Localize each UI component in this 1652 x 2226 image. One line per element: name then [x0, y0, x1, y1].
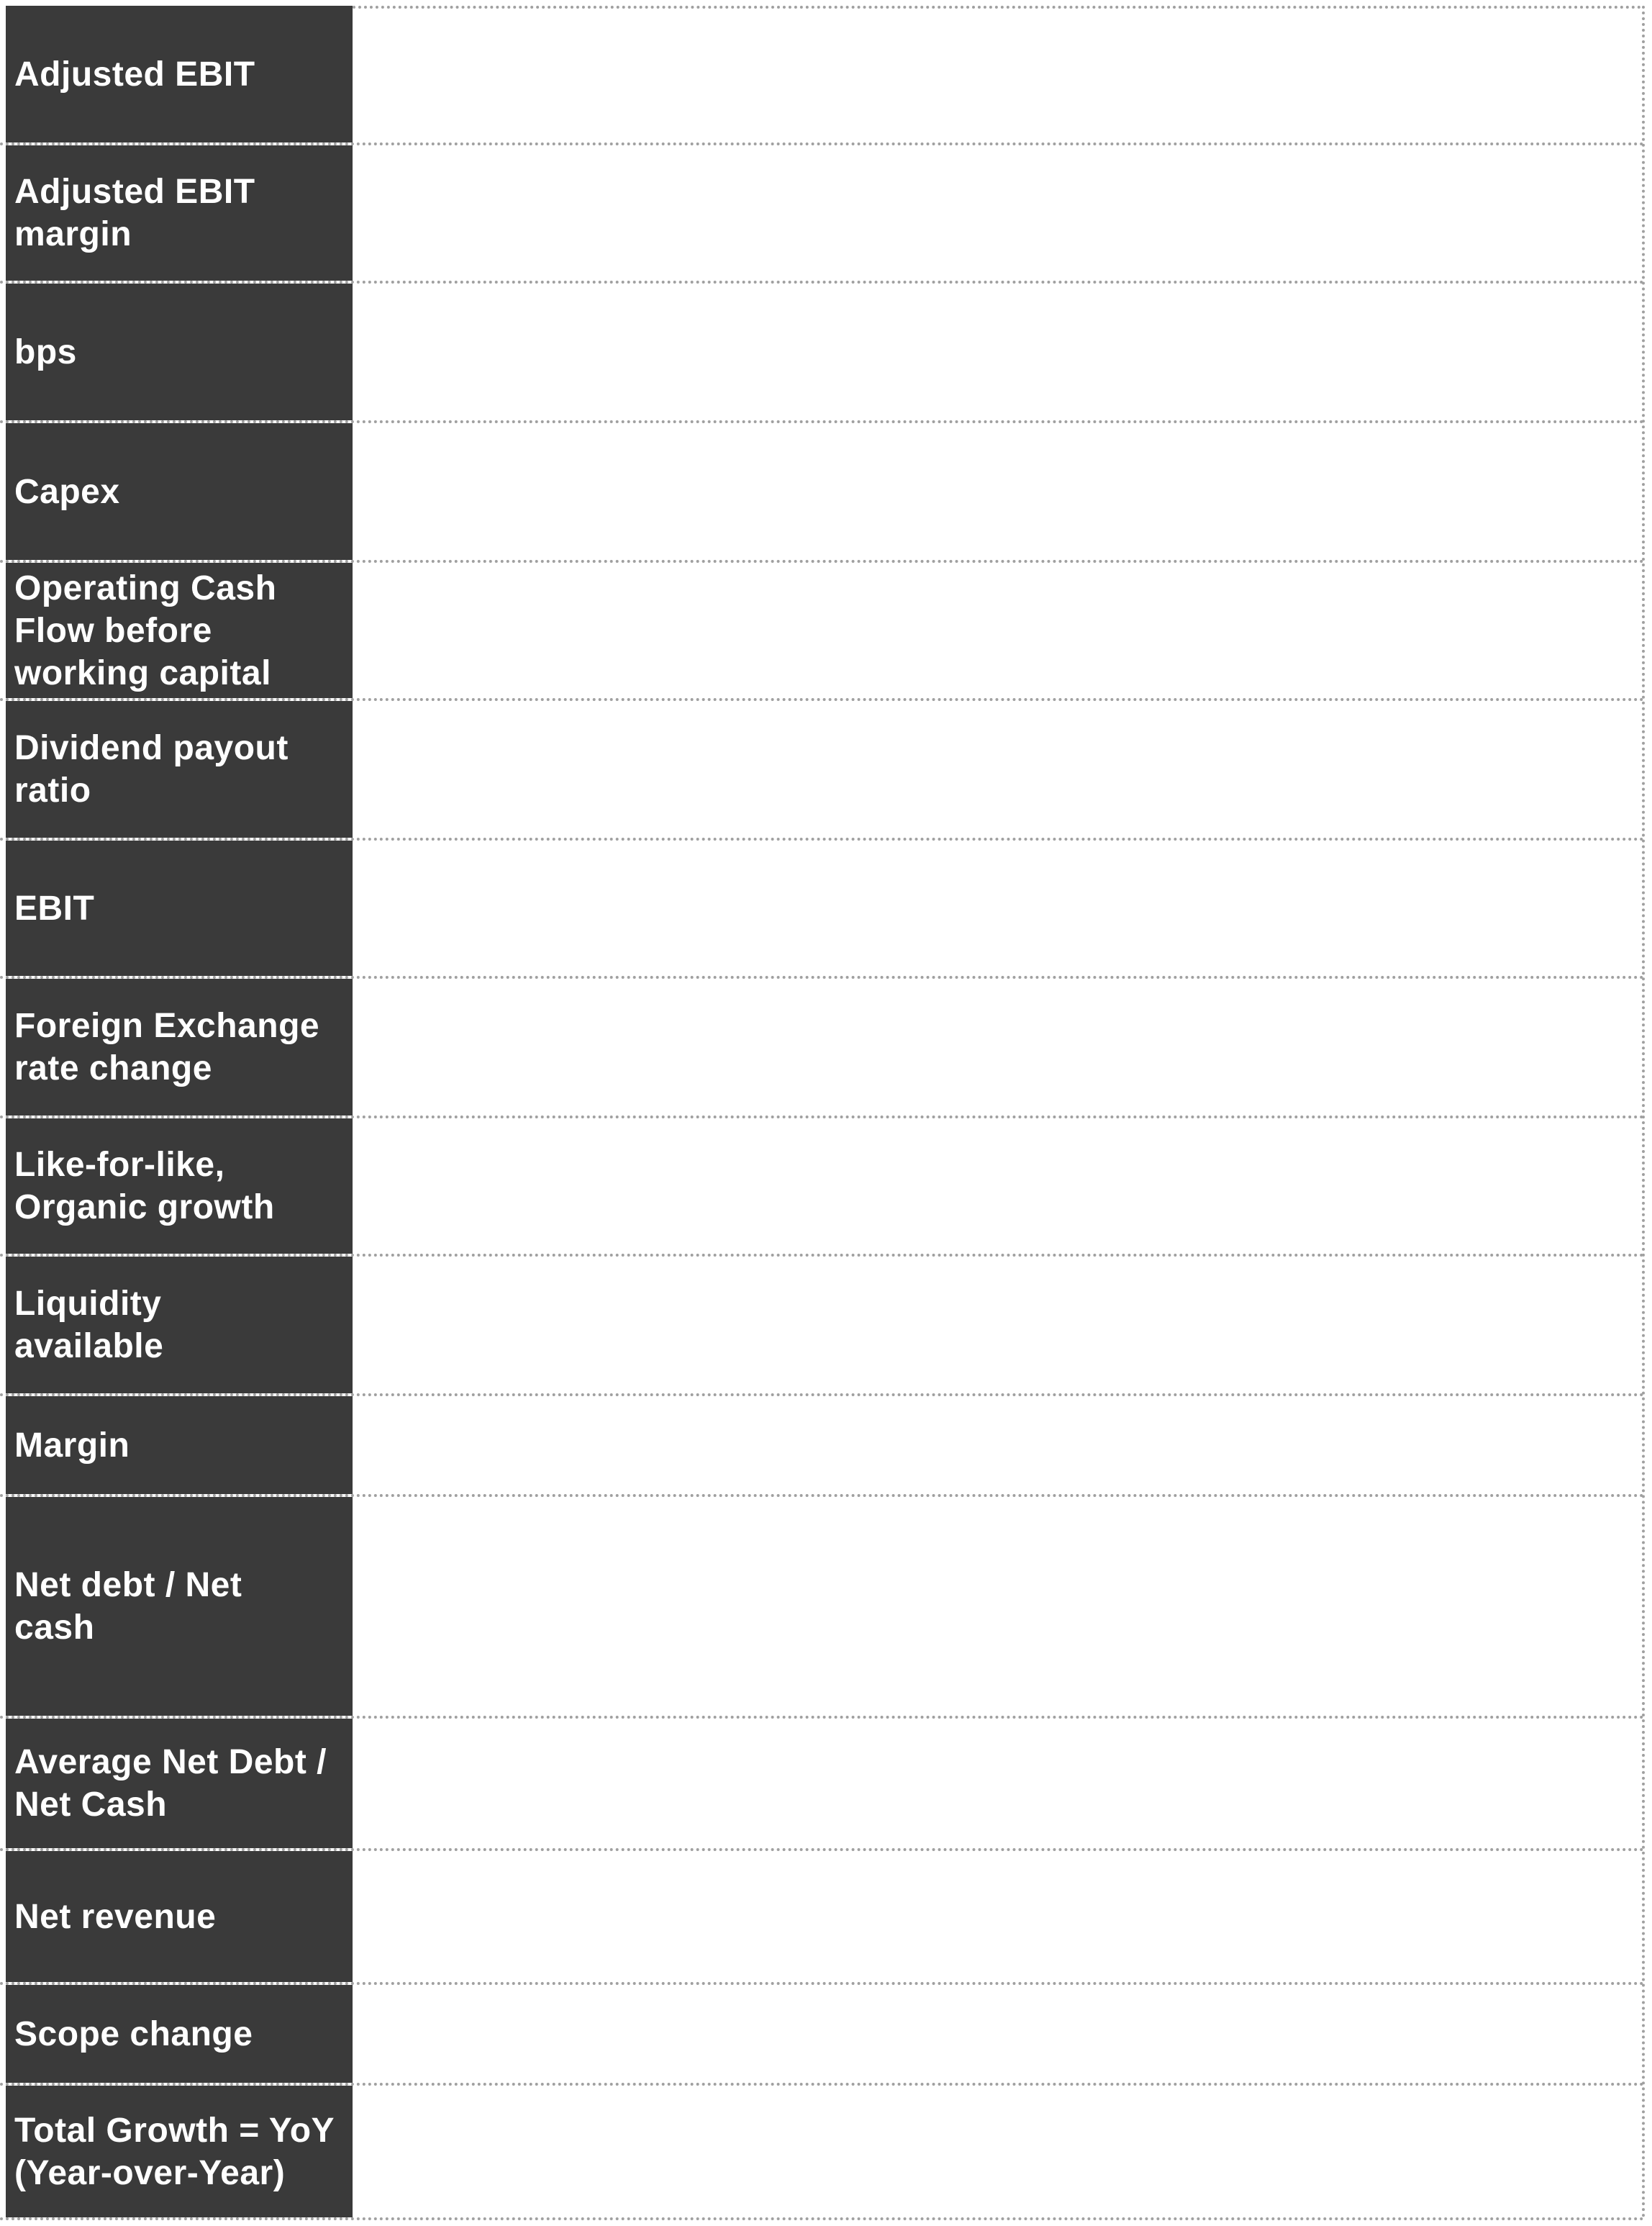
definition-cell [353, 1719, 1645, 1848]
glossary-row [0, 145, 1645, 284]
definition-cell [353, 145, 1645, 281]
definition-cell [353, 1851, 1645, 1982]
definition-cell [353, 1396, 1645, 1494]
term-cell [6, 145, 353, 281]
glossary-row [0, 1257, 1645, 1396]
term-cell [6, 1257, 353, 1393]
glossary-row [0, 1118, 1645, 1257]
glossary-row [0, 1851, 1645, 1985]
definition-cell [353, 1497, 1645, 1716]
term-label: EBIT [14, 889, 95, 928]
glossary-row [0, 1985, 1645, 2086]
definition-cell [353, 423, 1645, 560]
glossary-row [0, 1719, 1645, 1851]
glossary-row [0, 2086, 1645, 2217]
term-label: Adjusted EBIT margin [14, 173, 255, 253]
glossary-row [0, 1396, 1645, 1497]
term-label: Liquidity available [14, 1285, 164, 1365]
term-label: Dividend payout ratio [14, 729, 289, 810]
term-cell [6, 423, 353, 560]
term-cell [6, 701, 353, 838]
glossary-row [0, 979, 1645, 1118]
term-cell [6, 6, 353, 142]
term-cell [6, 2086, 353, 2217]
definition-cell [353, 284, 1645, 420]
term-label: Foreign Exchange rate change [14, 1007, 320, 1087]
term-cell [6, 841, 353, 976]
glossary-row [0, 284, 1645, 423]
term-label: Margin [14, 1426, 130, 1465]
term-label: Average Net Debt / Net Cash [14, 1743, 327, 1824]
definition-cell [353, 2086, 1645, 2217]
term-label: Like-for-like, Organic growth [14, 1146, 275, 1226]
term-cell [6, 1118, 353, 1254]
definition-cell [353, 1118, 1645, 1254]
term-cell [6, 1719, 353, 1848]
glossary-row [0, 6, 1645, 145]
term-label: Operating Cash Flow before working capital [14, 569, 277, 692]
definition-cell [353, 701, 1645, 838]
term-cell [6, 284, 353, 420]
term-cell [6, 1985, 353, 2083]
definition-cell [353, 563, 1645, 698]
term-label: Capex [14, 472, 120, 511]
definition-cell [353, 1257, 1645, 1393]
term-cell [6, 979, 353, 1116]
term-label: bps [14, 332, 77, 371]
definition-cell [353, 1985, 1645, 2083]
glossary-row [0, 841, 1645, 979]
definition-cell [353, 6, 1645, 142]
term-cell [6, 1497, 353, 1716]
definition-cell [353, 841, 1645, 976]
term-label: Net debt / Net cash [14, 1566, 242, 1647]
term-label: Scope change [14, 2014, 253, 2053]
term-cell [6, 1396, 353, 1494]
bottom-dotted-rule [0, 2217, 1645, 2220]
glossary-row [0, 701, 1645, 841]
term-label: Total Growth = YoY (Year-over-Year) [14, 2111, 335, 2192]
glossary-row [0, 423, 1645, 563]
term-cell [6, 1851, 353, 1982]
definition-cell [353, 979, 1645, 1116]
term-label: Net revenue [14, 1897, 217, 1936]
glossary-row [0, 1497, 1645, 1719]
glossary-row [0, 563, 1645, 701]
term-cell [6, 563, 353, 698]
term-label: Adjusted EBIT [14, 55, 255, 94]
